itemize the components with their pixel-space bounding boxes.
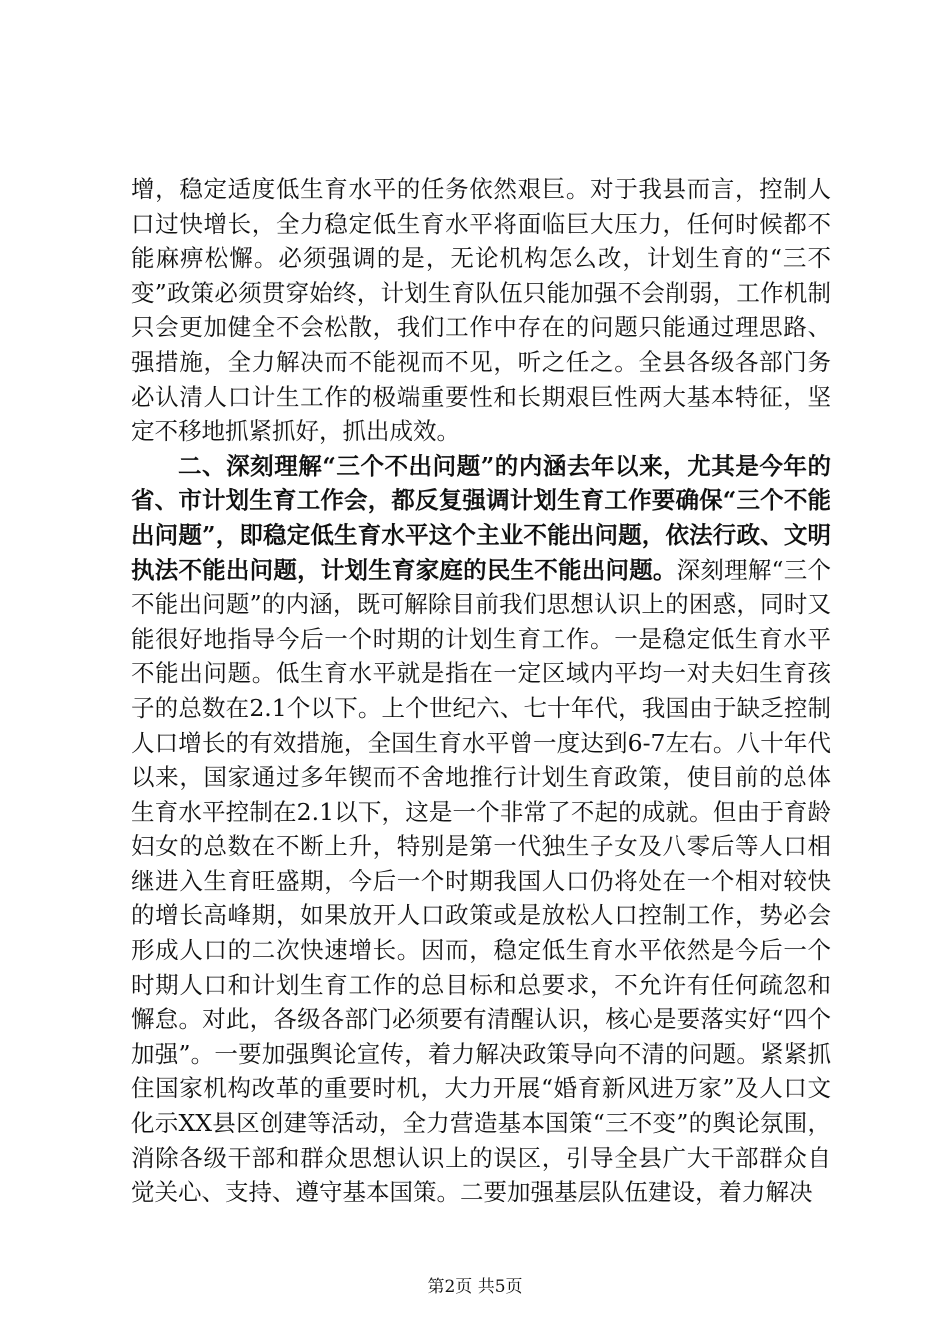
document-body (131, 172, 831, 1210)
page-number-footer: 第2页 共5页 (427, 1277, 523, 1297)
section-two-paragraph (131, 449, 831, 1210)
section-two-body: 深刻理解“三个不能出问题”的内涵，既可解除目前我们思想认识上的困惑，同时又能很好地指导今后一个时期的计划生育工作。一是稳定低生育水平不能出问题。低生育水平就是指在一定区域内平均一对夫妇生育孩子的总数在2.1个以下。上个世纪六、七十年代，我国由于缺乏控制人口增长的有效措施，全国生育水平曾一度达到6-7左右。八十年代以来，国家通过多年锲而不舍地推行计划生育政策，使目前的总体生育水平控制在2.1以下，这是一个非常了不起的成就。但由于育龄妇女的总数在不断上升，特别是第一代独生子女及八零后等人口相继进入生育旺盛期，今后一个时期我国人口仍将处在一个相对较快的增长高峰期，如果放开人口政策或是放松人口控制工作，势必会形成人口的二次快速增长。因而，稳定低生育水平依然是今后一个时期人口和计划生育工作的总目标和总要求，不允许有任何疏忽和懈怠。对此，各级各部门必须要有清醒认识，核心是要落实好“四个加强”。一要加强舆论宣传，着力解决政策导向不清的问题。紧紧抓住国家机构改革的重要时机，大力开展“婚育新风进万家”及人口文化示XX县区创建等活动，全力营造基本国策“三不变”的舆论氛围，消除各级干部和群众思想认识上的误区，引导全县广大干部群众自觉关心、支持、遵守基本国策。二要加强基层队伍建设，着力解决 (131, 555, 832, 1207)
section-two-heading: 二、深刻理解“三个不出问题”的内涵去年以来，尤其是今年的省、市计划生育工作会，都反复强调计划生育工作要确保“三个不能出问题”，即稳定低生育水平这个主业不能出问题，依法行政、文明执法不能出问题，计划生育家庭的民生不能出问题。 (131, 451, 831, 584)
paragraph-continuation: 增，稳定适度低生育水平的任务依然艰巨。对于我县而言，控制人口过快增长，全力稳定低生育水平将面临巨大压力，任何时候都不能麻痹松懈。必须强调的是，无论机构怎么改，计划生育的“三不变”政策必须贯穿始终，计划生育队伍只能加强不会削弱，工作机制只会更加健全不会松散，我们工作中存在的问题只能通过理思路、强措施，全力解决而不能视而不见，听之任之。全县各级各部门务必认清人口计生工作的极端重要性和长期艰巨性两大基本特征，坚定不移地抓紧抓好，抓出成效。 (131, 175, 831, 446)
